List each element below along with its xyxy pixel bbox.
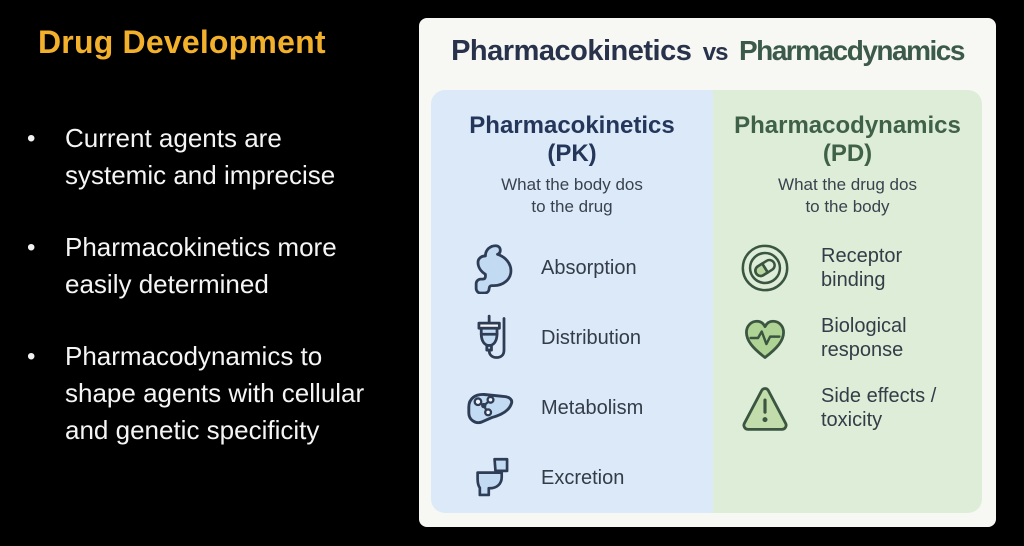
pd-abbrev: (PD) [822,140,873,167]
pk-item-row [431,233,713,303]
pk-abbrev: (PK) [547,140,597,167]
pd-heading [713,112,982,168]
item-label: Metabolism [541,397,644,419]
pd-item-row [713,233,982,303]
pd-heading-text: Pharmacodynamics [734,112,961,139]
list-item [27,120,387,194]
item-label: Receptor binding [821,245,903,291]
comparison-card [419,18,996,527]
item-label: Biological response [821,315,907,361]
pd-items [713,233,982,443]
pk-item-row [431,443,713,513]
item-label: Excretion [541,467,625,489]
card-title-pd: Pharmacdynamics [738,35,964,66]
bullet-list [27,120,387,484]
item-label: Side effects / toxicity [821,385,937,431]
page-title: Drug Development [38,24,326,60]
pk-subtitle: What the body dos to the drug [501,175,643,216]
bullet-icon: • [27,125,36,152]
pk-panel [431,90,713,513]
pk-heading [431,112,713,168]
toilet-icon [463,450,519,506]
liver-icon [463,380,519,436]
pk-items [431,233,713,513]
pk-item-row [431,303,713,373]
bullet-text: Pharmacodynamics to shape agents with cellular and genetic specificity [65,341,365,445]
card-title [419,34,996,73]
panels-container [431,90,982,513]
receptor-binding-icon [737,240,793,296]
iv-drip-icon [463,310,519,366]
card-title-pk: Pharmacokinetics [451,35,692,67]
heart-pulse-icon [737,310,793,366]
pd-panel [713,90,982,513]
pd-item-row [713,303,982,373]
card-title-vs: vs [702,39,728,66]
item-label: Distribution [541,327,642,349]
pd-item-row [713,373,982,443]
list-item [27,338,387,449]
pk-item-row [431,373,713,443]
bullet-text: Current agents are systemic and imprecise [65,123,336,190]
bullet-icon: • [27,343,36,370]
pd-subtitle: What the drug dos to the body [778,175,917,216]
warning-triangle-icon [737,380,793,436]
pk-heading-text: Pharmacokinetics [469,112,675,139]
stomach-icon [463,240,519,296]
list-item [27,229,387,303]
bullet-icon: • [27,234,36,261]
item-label: Absorption [541,257,637,279]
bullet-text: Pharmacokinetics more easily determined [65,232,337,299]
